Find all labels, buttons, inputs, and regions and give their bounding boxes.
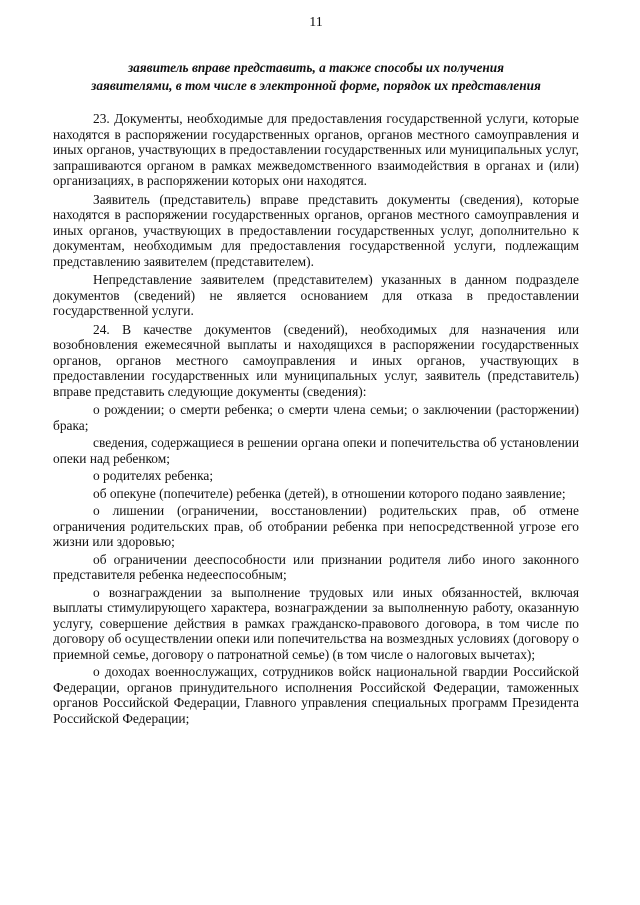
- section-heading-line-2: заявителями, в том числе в электронной форме, порядок их представления: [91, 78, 541, 93]
- list-item-military-income: о доходах военнослужащих, сотрудников войск национальной гвардии Российской Федерации, органов принудительного исполнения Российской Федерации, таможенных органов Российской Федерации, Главного управления специальных программ Президента Российской Федерации;: [53, 664, 579, 726]
- list-item-guardianship-decision: сведения, содержащиеся в решении органа опеки и попечительства об установлении опеки над ребенком;: [53, 435, 579, 466]
- list-item-legal-capacity: об ограничении дееспособности или признании родителя либо иного законного представителя ребенка недееспособным;: [53, 551, 579, 582]
- list-item-parental-rights: о лишении (ограничении, восстановлении) родительских прав, об отмене ограничения родительских прав, об отобрании ребенка при непосредственной угрозе его жизни или здоровью;: [53, 503, 579, 549]
- list-item-parents: о родителях ребенка;: [93, 468, 214, 483]
- list-item-remuneration: о вознаграждении за выполнение трудовых или иных обязанностей, включая выплаты стимулирующего характера, вознаграждении за выполненную работу, оказанную услугу, совершение действия в рамках гражданско-правового договора, в том числе по договору об осуществлении опеки или попечительства на возмездных условиях (договору о приемной семье, договору о патронатной семье) (в том числе о налоговых вычетах);: [53, 584, 579, 662]
- paragraph-23: 23. Документы, необходимые для предоставления государственной услуги, которые находятся в распоряжении государственных органов, органов местного самоуправления и иных органов, участвующих в предоставлении государственных или муниципальных услуг, запрашиваются органом в рамках межведомственного взаимодействия в органах и (или) организациях, в распоряжении которых они находятся.: [53, 111, 579, 188]
- list-item-birth-death-marriage: о рождении; о смерти ребенка; о смерти члена семьи; о заключении (расторжении) брака;: [53, 402, 579, 433]
- paragraph-applicant-right: Заявитель (представитель) вправе представить документы (сведения), которые находятся в распоряжении государственных органов, органов местного самоуправления и иных органов, участвующих в предоставлении государственных услуг, дополнительно к документам, необходимым для предоставления государственной услуги, подлежащим представлению заявителем (представителем).: [53, 191, 579, 269]
- section-heading-line-1: заявитель вправе представить, а также способы их получения: [127, 60, 505, 75]
- page-number: 11: [309, 15, 323, 30]
- document-body: [53, 111, 579, 726]
- list-item-guardian: об опекуне (попечителе) ребенка (детей), в отношении которого подано заявление;: [93, 485, 566, 501]
- paragraph-non-submission: Непредставление заявителем (представителем) указанных в данном подразделе документов (сведений) не является основанием для отказа в предоставлении государственной услуги.: [53, 272, 579, 318]
- paragraph-24: 24. В качестве документов (сведений), необходимых для назначения или возобновления ежемесячной выплаты и находящихся в распоряжении государственных органов, органов местного самоуправления и иных органов, участвующих в предоставлении государственных или муниципальных услуг, заявитель (представитель) вправе представить следующие документы (сведения):: [53, 321, 579, 399]
- section-heading: [53, 59, 579, 95]
